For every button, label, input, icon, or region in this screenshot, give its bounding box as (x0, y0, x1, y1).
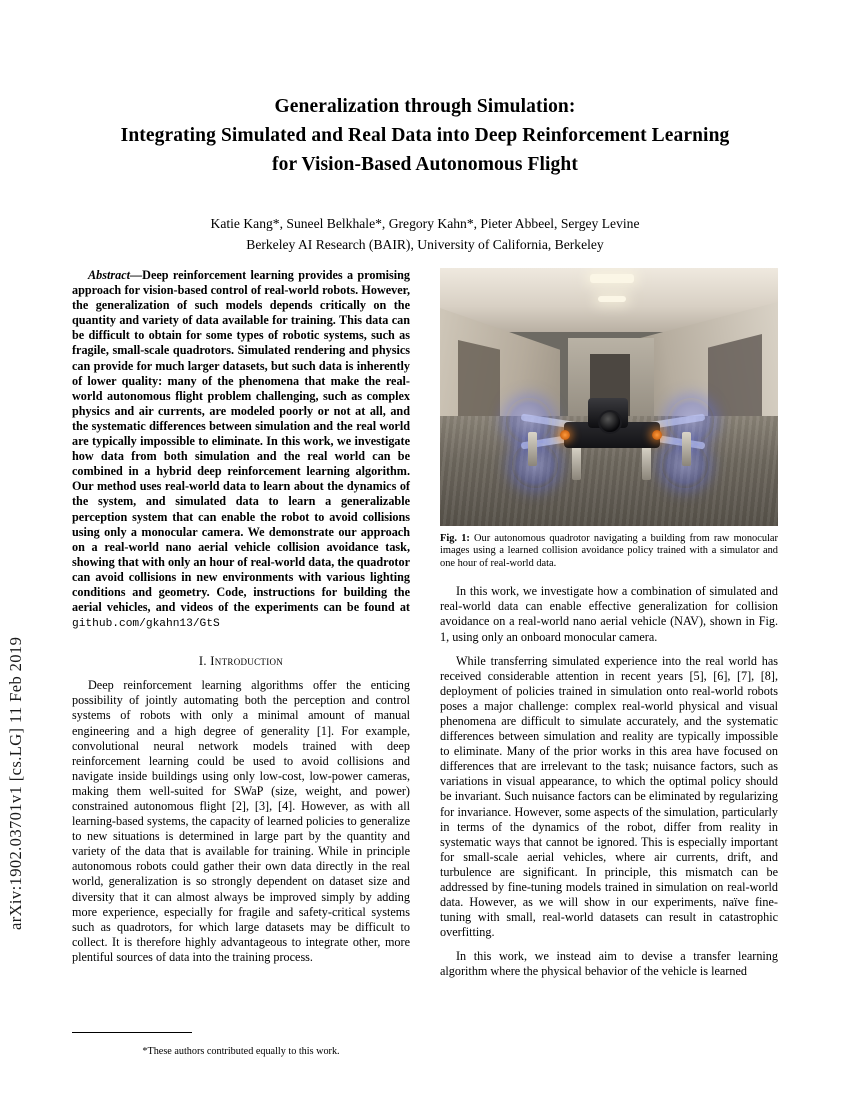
figure-caption (440, 533, 778, 570)
title-line-1: Generalization through Simulation: (274, 96, 576, 117)
two-column-body (72, 268, 778, 1058)
figure-caption-text: Our autonomous quadrotor navigating a building from raw monocular images using a learned collision avoidance policy trained with a simulator and one hour of real-world data. (440, 533, 779, 569)
abstract-paragraph (72, 268, 410, 632)
landing-leg (572, 446, 581, 480)
footnote-text: *These authors contributed equally to this work. (142, 1046, 340, 1057)
right-paragraph-1: In this work, we investigate how a combination of simulated and real-world data can enable effective generalization for collision avoidance on a real-world nano aerial vehicle (NAV), shown in Fig. 1, using only an onboard monocular camera. (440, 584, 778, 644)
abstract-lead-in: Abstract— (88, 268, 143, 282)
quadrotor-photo (440, 268, 778, 526)
page-title (72, 92, 778, 179)
title-block (72, 92, 778, 255)
right-column (440, 268, 778, 980)
landing-leg (642, 446, 651, 480)
right-paragraph-2: While transferring simulated experience into the real world has received considerable attention in recent years [5], [6], [7], [8], deployment of policies trained in simulation onto real-world robots poses a major challenge: complex real-world physical and visual phenomena are difficult to simulate accurately, and the systematic differences between simulation and reality are typically impossible to eliminate. Many of the prior works in this area have focused on differences that are irrelevant to the task; nuisance factors, such as variations in visual appearance, to which the optimal policy should be invariant. Such nuisance factors can be eliminated by regularizing for invariance. However, some aspects of the simulation, particularly in terms of the dynamics of the robot, differ from reality in systematic ways that cannot be ignored. This is especially important for small-scale aerial vehicles, where air currents, drift, and turbulence are significant. In principle, this mismatch can be addressed by fine-tuning models trained in simulation on real-world data. However, as we will show in our experiments, naïve fine-tuning with small, real-world datasets can result in catastrophic overfitting. (440, 653, 778, 940)
section-heading-introduction: I. Introduction (198, 654, 284, 669)
landing-leg (682, 432, 691, 466)
camera-lens-icon (598, 410, 622, 434)
title-line-3: for Vision-Based Autonomous Flight (272, 154, 578, 175)
arxiv-identifier-stamp: arXiv:1902.03701v1 [cs.LG] 11 Feb 2019 (6, 636, 25, 930)
abstract-code-link[interactable]: github.com/gkahn13/GtS (72, 618, 220, 631)
abstract-text: Deep reinforcement learning provides a promising approach for vision-based control of real-world robots. However, the generalization of such models depends critically on the quantity and variety of data available for training. This data can be difficult to obtain for some types of robotic systems, such as fragile, small-scale quadrotors. Simulated rendering and physics can provide for much larger datasets, but such data is inherently of lower quality: many of the phenomena that make the real-world autonomous flight problem challenging, such as complex physics and air currents, are modeled poorly or not at all, and the systematic differences between simulation and the real world are typically impossible to eliminate. In this work, we investigate how data from both simulation and the real world can be combined in a hybrid deep reinforcement learning algorithm. Our method uses real-world data to learn about the dynamics of the system, and simulated data to learn a generalizable perception system that can enable the robot to avoid collisions using only a monocular camera. We demonstrate our approach on a real-world nano aerial vehicle collision avoidance task, showing that with only an hour of real-world data, the quadrotor can avoid collisions in new environments with various lighting conditions and geometry. Code, instructions for building the aerial vehicles, and videos of the experiments can be found at (72, 268, 410, 615)
landing-leg (528, 432, 537, 466)
title-line-2: Integrating Simulated and Real Data into Deep Reinforcement Learning (120, 125, 730, 146)
status-led (560, 430, 570, 440)
ceiling-light-icon (598, 296, 626, 302)
intro-paragraph-1: Deep reinforcement learning algorithms offer the enticing possibility of jointly automating both the perception and control systems of robots with only a minimal amount of manual engineering and a high degree of generality [1]. For example, convolutional neural network models trained with deep reinforcement learning could be used to avoid collisions and navigate inside buildings using only low-cost, low-power cameras, making them well-suited for SWaP (size, weight, and power) constrained autonomous flight [2], [3], [4]. However, as with all learning-based systems, the capacity of learned policies to generalize to new situations is determined in large part by the quantity and variety of the data that is available for training. While in principle autonomous robots could gather their own data directly in the real world, generalization is so strongly dependent on dataset size and diversity that it can almost always be improved simply by adding more experience, especially for fragile and safety-critical systems such as quadrotors, for which large datasets may be difficult to collect. It is therefore highly advantageous to integrate other, more plentiful sources of data into the training process. (72, 678, 410, 964)
footnote-divider (72, 1032, 192, 1033)
ceiling-light-icon (590, 274, 634, 283)
figure-1 (440, 268, 778, 570)
affiliation: Berkeley AI Research (BAIR), University of California, Berkeley (246, 237, 604, 252)
figure-caption-label: Fig. 1: (440, 533, 470, 544)
status-led (652, 430, 662, 440)
right-paragraph-3: In this work, we instead aim to devise a transfer learning algorithm where the physical behavior of the vehicle is learned (440, 949, 778, 979)
author-list: Katie Kang*, Suneel Belkhale*, Gregory Kahn*, Pieter Abbeel, Sergey Levine (210, 216, 640, 231)
propeller-front-right (668, 398, 714, 444)
left-column (72, 268, 410, 965)
corridor-illustration (440, 268, 778, 526)
quadrotor-drone (502, 380, 718, 500)
